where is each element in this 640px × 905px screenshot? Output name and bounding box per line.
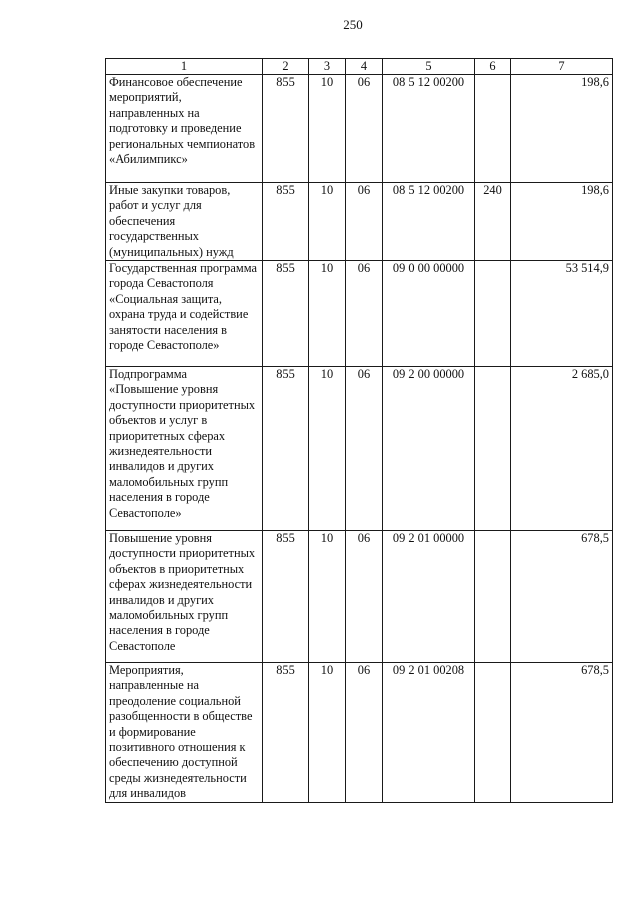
row-amount: 198,6 — [511, 183, 613, 261]
row-subsection: 06 — [346, 367, 383, 531]
row-expense-type — [475, 261, 511, 367]
table-row — [106, 531, 613, 663]
row-subsection: 06 — [346, 261, 383, 367]
row-amount: 53 514,9 — [511, 261, 613, 367]
row-admin: 855 — [263, 183, 309, 261]
header-name: 1 — [106, 59, 263, 75]
budget-table — [105, 58, 613, 803]
row-subsection: 06 — [346, 663, 383, 803]
row-expense-type: 240 — [475, 183, 511, 261]
header-section: 3 — [309, 59, 346, 75]
row-admin: 855 — [263, 75, 309, 183]
row-admin: 855 — [263, 367, 309, 531]
table-row — [106, 75, 613, 183]
row-target: 08 5 12 00200 — [383, 75, 475, 183]
row-amount: 2 685,0 — [511, 367, 613, 531]
row-section: 10 — [309, 183, 346, 261]
row-subsection: 06 — [346, 531, 383, 663]
header-expense-type: 6 — [475, 59, 511, 75]
row-name: Государственная программа города Севастополя «Социальная защита, охрана труда и содействие занятости населения в городе Севастополе» — [106, 261, 263, 367]
row-amount: 198,6 — [511, 75, 613, 183]
row-target: 09 2 00 00000 — [383, 367, 475, 531]
row-admin: 855 — [263, 531, 309, 663]
header-target: 5 — [383, 59, 475, 75]
row-section: 10 — [309, 367, 346, 531]
table-row — [106, 183, 613, 261]
row-target: 09 2 01 00000 — [383, 531, 475, 663]
row-section: 10 — [309, 531, 346, 663]
row-target: 08 5 12 00200 — [383, 183, 475, 261]
row-name: Повышение уровня доступности приоритетных объектов в приоритетных сферах жизнедеятельности инвалидов и других маломобильных групп населения в городе Севастополе — [106, 531, 263, 663]
row-target: 09 2 01 00208 — [383, 663, 475, 803]
row-amount: 678,5 — [511, 531, 613, 663]
row-name: Мероприятия, направленные на преодоление социальной разобщенности в обществе и формирование позитивного отношения к обеспечению доступной среды жизнедеятельности для инвалидов — [106, 663, 263, 803]
row-expense-type — [475, 531, 511, 663]
row-name: Подпрограмма «Повышение уровня доступности приоритетных объектов и услуг в приоритетных сферах жизнедеятельности инвалидов и других маломобильных групп населения в городе Севастополе» — [106, 367, 263, 531]
row-section: 10 — [309, 663, 346, 803]
row-expense-type — [475, 367, 511, 531]
table-row — [106, 367, 613, 531]
row-section: 10 — [309, 261, 346, 367]
header-admin: 2 — [263, 59, 309, 75]
row-section: 10 — [309, 75, 346, 183]
row-target: 09 0 00 00000 — [383, 261, 475, 367]
table-header-row — [106, 59, 613, 75]
row-subsection: 06 — [346, 183, 383, 261]
table-row — [106, 663, 613, 803]
row-name: Финансовое обеспечение мероприятий, направленных на подготовку и проведение региональных чемпионатов «Абилимпикс» — [106, 75, 263, 183]
row-admin: 855 — [263, 663, 309, 803]
header-subsection: 4 — [346, 59, 383, 75]
table-row — [106, 261, 613, 367]
row-subsection: 06 — [346, 75, 383, 183]
row-admin: 855 — [263, 261, 309, 367]
row-name: Иные закупки товаров, работ и услуг для обеспечения государственных (муниципальных) нужд — [106, 183, 263, 261]
row-expense-type — [475, 75, 511, 183]
row-expense-type — [475, 663, 511, 803]
row-amount: 678,5 — [511, 663, 613, 803]
page-number: 250 — [343, 17, 363, 32]
header-amount: 7 — [511, 59, 613, 75]
